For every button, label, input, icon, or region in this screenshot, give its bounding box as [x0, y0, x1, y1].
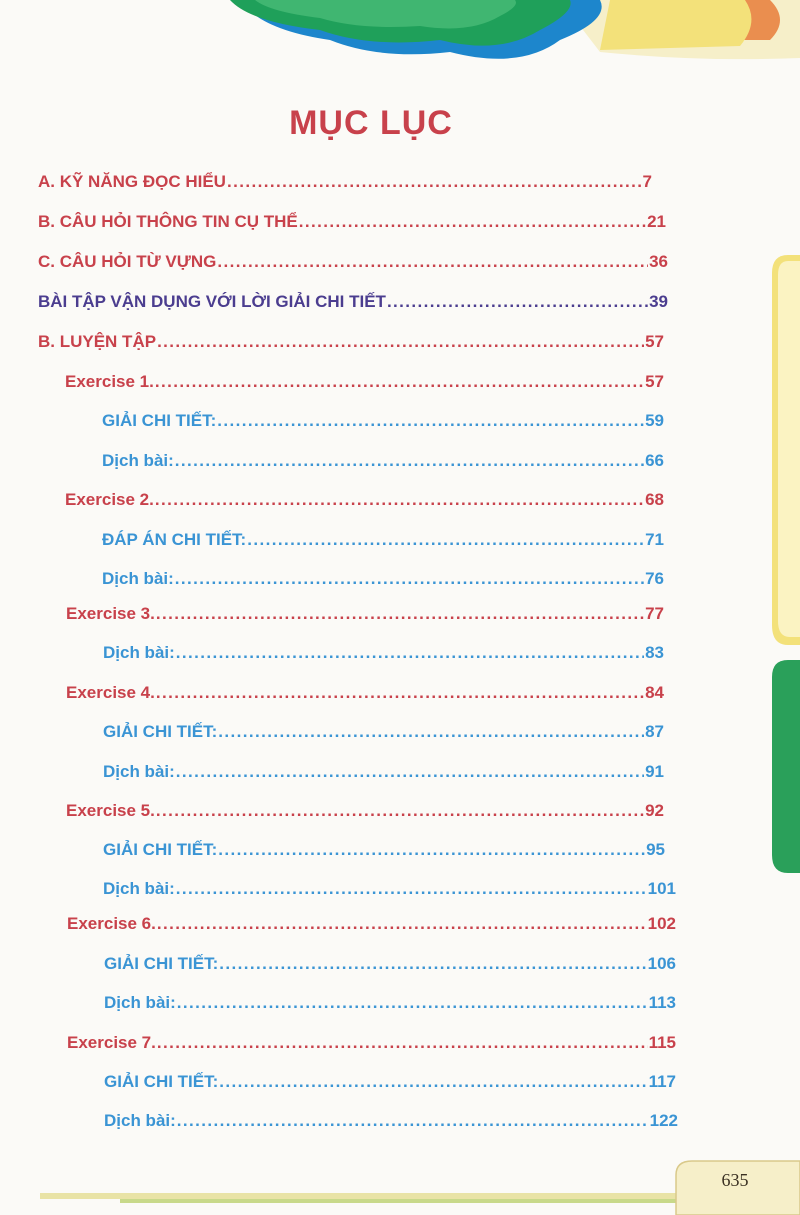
toc-entry-page: 39 [649, 292, 668, 311]
toc-entry-page: 76 [645, 569, 664, 588]
page-number: 635 [721, 1170, 749, 1190]
toc-entry[interactable] [38, 252, 668, 272]
toc-entry-page: 71 [645, 530, 664, 549]
toc-entry-page: 84 [645, 683, 664, 702]
toc-entry[interactable] [104, 993, 676, 1013]
leader-dots [247, 530, 644, 550]
toc-entry-label: GIẢI CHI TIẾT: [102, 411, 217, 430]
leader-dots [177, 1111, 649, 1131]
toc-entry-label: A. KỸ NĂNG ĐỌC HIỂU [38, 172, 226, 191]
toc-entry-page: 101 [647, 879, 676, 898]
toc-entry-label: Exercise 7. [67, 1033, 156, 1052]
leader-dots [176, 643, 644, 663]
toc-entry-page: 95 [646, 840, 665, 859]
header-decoration [0, 0, 800, 90]
toc-entry-page: 87 [645, 722, 664, 741]
toc-entry-page: 77 [645, 604, 664, 623]
toc-entry[interactable] [102, 530, 664, 550]
toc-entry-label: Exercise 3. [66, 604, 155, 623]
toc-entry[interactable] [103, 762, 664, 782]
toc-entry-label: GIẢI CHI TIẾT: [103, 840, 218, 859]
toc-entry-label: Exercise 6. [67, 914, 156, 933]
leader-dots [175, 451, 644, 471]
toc-entry[interactable] [102, 569, 664, 589]
leader-dots [156, 683, 644, 703]
toc-entry-page: 113 [648, 993, 676, 1012]
leader-dots [157, 914, 647, 934]
toc-entry[interactable] [38, 172, 652, 192]
leader-dots [217, 411, 644, 431]
toc-entry[interactable] [104, 1072, 676, 1092]
leader-dots [157, 1033, 648, 1053]
toc-entry-page: 115 [648, 1033, 676, 1052]
toc-entry[interactable] [66, 604, 664, 624]
toc-entry[interactable] [66, 683, 664, 703]
toc-entry[interactable] [103, 722, 664, 742]
leader-dots [219, 954, 646, 974]
toc-entry-label: Dịch bài: [104, 993, 176, 1012]
leader-dots [176, 762, 644, 782]
toc-entry-label: Dịch bài: [103, 879, 175, 898]
toc-entry-label: Exercise 2. [65, 490, 154, 509]
leader-dots [175, 569, 644, 589]
leader-dots [218, 722, 644, 742]
leader-dots [157, 332, 644, 352]
toc-entry-page: 68 [645, 490, 664, 509]
toc-entry-label: GIẢI CHI TIẾT: [103, 722, 218, 741]
toc-entry-label: Exercise 5. [66, 801, 155, 820]
toc-entry[interactable] [67, 1033, 676, 1053]
toc-entry[interactable] [103, 879, 676, 899]
leader-dots [218, 840, 645, 860]
toc-entry-label: Dịch bài: [103, 762, 175, 781]
toc-entry-page: 36 [649, 252, 668, 271]
leader-dots [156, 801, 644, 821]
leader-dots [299, 212, 646, 232]
toc-entry-page: 117 [648, 1072, 676, 1091]
toc-entry[interactable] [67, 914, 676, 934]
leader-dots [155, 372, 644, 392]
toc-entry-label: B. LUYỆN TẬP [38, 332, 157, 351]
toc-entry-page: 59 [645, 411, 664, 430]
toc-entry-page: 57 [645, 332, 664, 351]
side-tabs-decoration [768, 255, 800, 875]
toc-entry-label: Exercise 4. [66, 683, 155, 702]
toc-entry-label: B. CÂU HỎI THÔNG TIN CỤ THỂ [38, 212, 298, 231]
toc-entry[interactable] [65, 490, 664, 510]
toc-entry-label: Dịch bài: [102, 451, 174, 470]
toc-entry-page: 91 [645, 762, 664, 781]
leader-dots [227, 172, 642, 192]
toc-entry-label: GIẢI CHI TIẾT: [104, 1072, 219, 1091]
toc-entry-label: GIẢI CHI TIẾT: [104, 954, 219, 973]
toc-entry[interactable] [104, 1111, 678, 1131]
toc-entry-page: 92 [645, 801, 664, 820]
toc-entry[interactable] [65, 372, 664, 392]
toc-entry-label: Exercise 1. [65, 372, 154, 391]
toc-entry[interactable] [38, 212, 666, 232]
leader-dots [156, 604, 644, 624]
leader-dots [176, 879, 647, 899]
toc-entry-page: 122 [649, 1111, 678, 1130]
toc-entry-label: BÀI TẬP VẬN DỤNG VỚI LỜI GIẢI CHI TIẾT [38, 292, 386, 311]
toc-entry-label: Dịch bài: [102, 569, 174, 588]
leader-dots [387, 292, 648, 312]
leader-dots [177, 993, 648, 1013]
toc-entry-label: Dịch bài: [103, 643, 175, 662]
toc-entry[interactable] [102, 451, 664, 471]
toc-entry-page: 83 [645, 643, 664, 662]
leader-dots [219, 1072, 647, 1092]
toc-entry-page: 7 [642, 172, 652, 191]
leader-dots [217, 252, 648, 272]
toc-entry-page: 21 [647, 212, 666, 231]
toc-entry-page: 102 [647, 914, 676, 933]
toc-entry[interactable] [66, 801, 664, 821]
toc-entry[interactable] [38, 292, 668, 312]
toc-entry-page: 106 [647, 954, 676, 973]
toc-entry-page: 57 [645, 372, 664, 391]
leader-dots [155, 490, 644, 510]
toc-entry-label: ĐÁP ÁN CHI TIẾT: [102, 530, 247, 549]
toc-entry-label: C. CÂU HỎI TỪ VỰNG [38, 252, 217, 271]
toc-entry-page: 66 [645, 451, 664, 470]
toc-entry[interactable] [103, 643, 664, 663]
toc-entry[interactable] [103, 840, 665, 860]
toc-entry[interactable] [104, 954, 676, 974]
toc-entry[interactable] [38, 332, 664, 352]
toc-entry[interactable] [102, 411, 664, 431]
toc-entry-label: Dịch bài: [104, 1111, 176, 1130]
page-title: MỤC LỤC [289, 104, 453, 142]
